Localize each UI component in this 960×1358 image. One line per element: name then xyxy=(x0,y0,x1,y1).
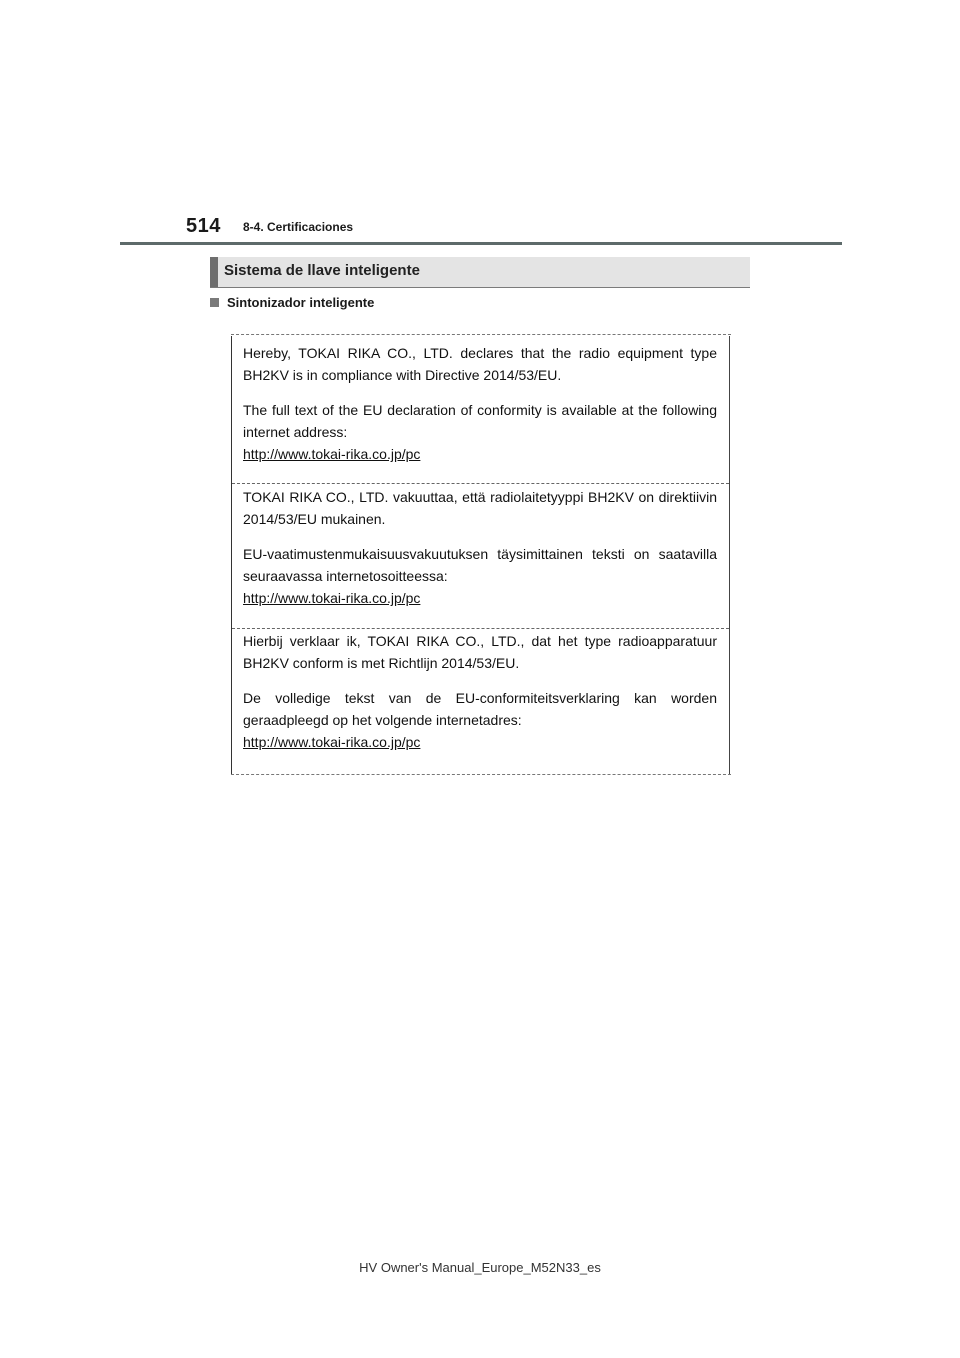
section-divider xyxy=(232,483,729,484)
page-number: 514 xyxy=(186,215,221,237)
frame-bottom-rule xyxy=(231,774,731,775)
page-footer: HV Owner's Manual_Europe_M52N33_es xyxy=(359,1260,601,1275)
declaration-link[interactable]: http://www.tokai-rika.co.jp/pc xyxy=(243,446,421,462)
section-divider xyxy=(232,628,729,629)
subheading xyxy=(210,295,374,310)
declaration-frame xyxy=(231,336,730,774)
declaration-availability: EU-vaatimustenmukaisuusvakuutuksen täysimittainen teksti on saatavilla seuraavassa internetosoitteessa: xyxy=(243,546,717,584)
section-title: 8-4. Certificaciones xyxy=(243,220,354,234)
header-rule xyxy=(120,242,842,245)
heading-text: Sistema de llave inteligente xyxy=(224,262,420,279)
declaration-availability: The full text of the EU declaration of conformity is available at the following internet address: xyxy=(243,402,717,440)
square-bullet-icon xyxy=(210,298,219,307)
declaration-finnish xyxy=(232,486,729,609)
subheading-text: Sintonizador inteligente xyxy=(227,295,375,310)
declaration-statement: Hereby, TOKAI RIKA CO., LTD. declares that the radio equipment type BH2KV is in compliance with Directive 2014/53/EU. xyxy=(243,345,717,383)
declaration-english xyxy=(232,342,729,465)
declaration-statement: TOKAI RIKA CO., LTD. vakuuttaa, että radiolaitetyyppi BH2KV on direktiivin 2014/53/EU mukainen. xyxy=(243,489,717,527)
declaration-link[interactable]: http://www.tokai-rika.co.jp/pc xyxy=(243,590,421,606)
heading-accent-bar xyxy=(210,257,218,287)
declaration-availability: De volledige tekst van de EU-conformiteitsverklaring kan worden geraadpleegd op het volgende internetadres: xyxy=(243,690,717,728)
section-heading xyxy=(210,257,750,288)
declaration-statement: Hierbij verklaar ik, TOKAI RIKA CO., LTD., dat het type radioapparatuur BH2KV conform is met Richtlijn 2014/53/EU. xyxy=(243,633,717,671)
frame-top-rule xyxy=(231,334,731,335)
declaration-link[interactable]: http://www.tokai-rika.co.jp/pc xyxy=(243,734,421,750)
declaration-dutch xyxy=(232,630,729,753)
